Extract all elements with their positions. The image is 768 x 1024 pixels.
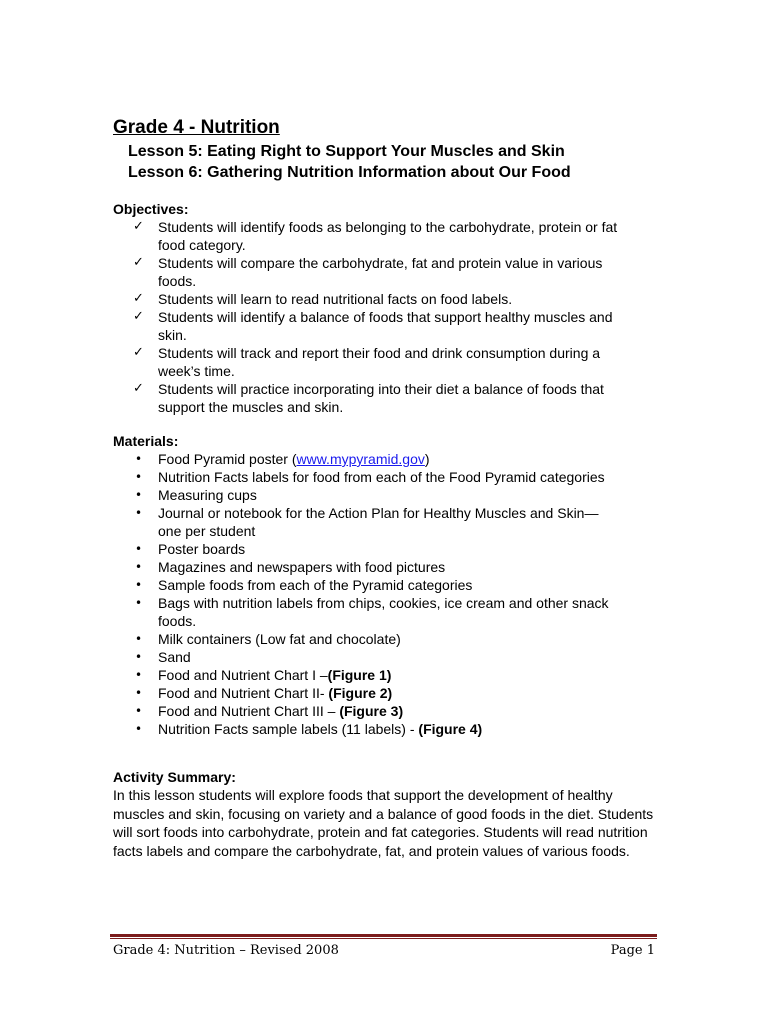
objective-text: Students will compare the carbohydrate, fat and protein value in various: [158, 255, 603, 271]
figure-reference: (Figure 1): [327, 667, 392, 683]
list-item: [113, 290, 658, 308]
objective-text: Students will identify a balance of foods that support healthy muscles and: [158, 309, 613, 325]
bullet-icon: •: [135, 650, 143, 664]
bullet-icon: •: [135, 632, 143, 646]
bullet-icon: •: [135, 506, 143, 520]
footer-title: Grade 4: Nutrition – Revised 2008: [113, 943, 339, 958]
list-item: [113, 254, 658, 290]
material-text: Nutrition Facts sample labels (11 labels) -: [158, 721, 419, 737]
material-text: Sample foods from each of the Pyramid categories: [158, 577, 473, 593]
material-text: Food and Nutrient Chart III –: [158, 703, 340, 719]
objective-text: Students will learn to read nutritional facts on food labels.: [158, 291, 513, 307]
checkmark-icon: ✓: [133, 309, 144, 324]
material-text-suffix: ): [424, 451, 430, 467]
material-text: Journal or notebook for the Action Plan for Healthy Muscles and Skin—: [158, 505, 599, 521]
figure-reference: (Figure 3): [339, 703, 404, 719]
activity-summary-text: In this lesson students will explore foods that support the development of healthy muscles and skin, focusing on variety and a balance of good foods in the diet. Students will sort foods into carbohydrate, protein and fat categories. Students will read nutrition facts labels and compare the carbohydrate, fat, and protein values of various foods.: [113, 787, 654, 859]
checkmark-icon: ✓: [133, 255, 144, 270]
material-text-continued: foods.: [158, 613, 197, 629]
material-text: Magazines and newspapers with food pictures: [158, 559, 446, 575]
checkmark-icon: ✓: [133, 291, 144, 306]
list-item: [113, 648, 658, 666]
bullet-icon: •: [135, 488, 143, 502]
bullet-icon: •: [135, 686, 143, 700]
list-item: [113, 702, 658, 720]
list-item: [113, 684, 658, 702]
mypyramid-link[interactable]: www.mypyramid.gov: [296, 451, 425, 467]
lesson-6-heading: Lesson 6: Gathering Nutrition Information about Our Food: [128, 164, 571, 181]
figure-reference: (Figure 2): [328, 685, 393, 701]
list-item: [113, 630, 658, 648]
objectives-list: [113, 218, 658, 416]
list-item: [113, 344, 658, 380]
activity-summary-heading: Activity Summary:: [113, 769, 236, 785]
material-text: Food and Nutrient Chart I –: [158, 667, 328, 683]
footer-rule-thin: [110, 938, 657, 939]
objective-text: Students will track and report their food and drink consumption during a: [158, 345, 601, 361]
list-item: [113, 308, 658, 344]
figure-reference: (Figure 4): [418, 721, 483, 737]
objective-text: Students will identify foods as belonging to the carbohydrate, protein or fat: [158, 219, 618, 235]
lesson-5-heading: Lesson 5: Eating Right to Support Your Muscles and Skin: [128, 143, 565, 160]
checkmark-icon: ✓: [133, 219, 144, 234]
bullet-icon: •: [135, 560, 143, 574]
bullet-icon: •: [135, 704, 143, 718]
objective-text-continued: foods.: [158, 273, 197, 289]
list-item: [113, 486, 658, 504]
materials-list: [113, 450, 658, 738]
objective-text-continued: food category.: [158, 237, 246, 253]
objectives-heading: Objectives:: [113, 201, 189, 217]
list-item: [113, 504, 658, 540]
list-item: [113, 720, 658, 738]
list-item: [113, 218, 658, 254]
bullet-icon: •: [135, 470, 143, 484]
material-text: Milk containers (Low fat and chocolate): [158, 631, 401, 647]
document-title: Grade 4 - Nutrition: [113, 117, 280, 138]
list-item: [113, 666, 658, 684]
material-text: Measuring cups: [158, 487, 257, 503]
objective-text: Students will practice incorporating into their diet a balance of foods that: [158, 381, 604, 397]
material-text: Nutrition Facts labels for food from each of the Food Pyramid categories: [158, 469, 605, 485]
bullet-icon: •: [135, 596, 143, 610]
list-item: [113, 450, 658, 468]
list-item: [113, 594, 658, 630]
material-text: Food and Nutrient Chart II-: [158, 685, 329, 701]
checkmark-icon: ✓: [133, 345, 144, 360]
list-item: [113, 468, 658, 486]
material-text: Bags with nutrition labels from chips, cookies, ice cream and other snack: [158, 595, 609, 611]
bullet-icon: •: [135, 668, 143, 682]
material-text: Food Pyramid poster (: [158, 451, 297, 467]
list-item: [113, 558, 658, 576]
list-item: [113, 540, 658, 558]
page-number: Page 1: [610, 943, 655, 958]
bullet-icon: •: [135, 722, 143, 736]
material-text-continued: one per student: [158, 523, 256, 539]
bullet-icon: •: [135, 542, 143, 556]
objective-text-continued: skin.: [158, 327, 187, 343]
list-item: [113, 576, 658, 594]
material-text: Sand: [158, 649, 191, 665]
footer-rule: [110, 934, 657, 937]
materials-heading: Materials:: [113, 433, 179, 449]
objective-text-continued: support the muscles and skin.: [158, 399, 344, 415]
list-item: [113, 380, 658, 416]
objective-text-continued: week’s time.: [158, 363, 235, 379]
checkmark-icon: ✓: [133, 381, 144, 396]
bullet-icon: •: [135, 452, 143, 466]
bullet-icon: •: [135, 578, 143, 592]
material-text: Poster boards: [158, 541, 246, 557]
